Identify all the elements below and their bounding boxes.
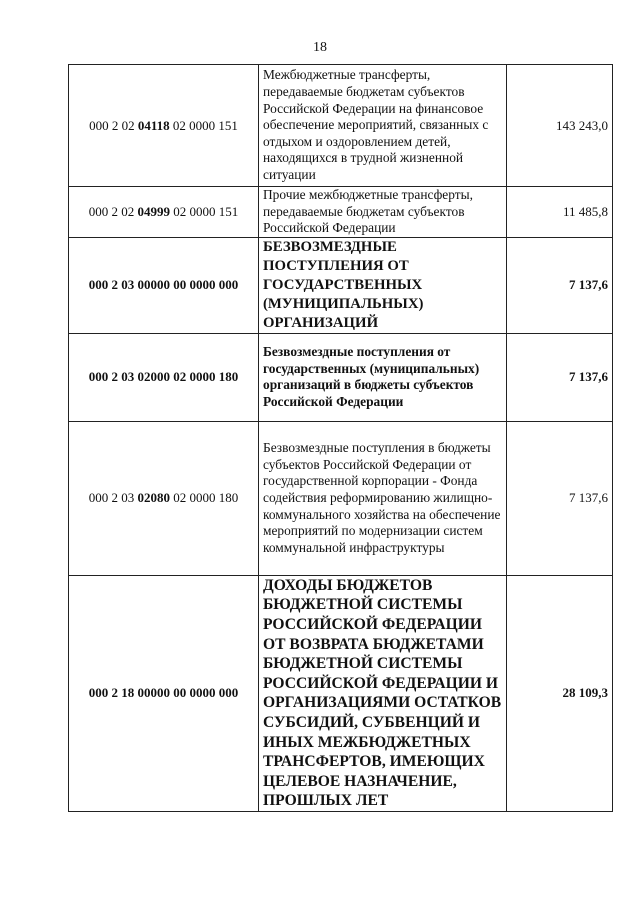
code-prefix: 000 2 02 — [88, 203, 138, 219]
amount-cell: 7 137,6 — [507, 333, 613, 421]
code-suffix: 02 0000 151 — [170, 203, 239, 219]
table-row — [69, 421, 613, 575]
code-prefix: 000 2 03 — [88, 490, 138, 506]
table-row — [69, 65, 613, 187]
revenue-name-cell: Прочие межбюджетные трансферты, передаваемые бюджетам субъектов Российской Федерации — [259, 187, 507, 238]
code-suffix: 02 0000 180 — [170, 490, 239, 506]
budget-code-cell: 000 2 18 00000 00 0000 000 — [69, 575, 259, 811]
table-row — [69, 333, 613, 421]
revenue-name-cell: Безвозмездные поступления от государственных (муниципальных) организаций в бюджеты субъектов Российской Федерации — [259, 333, 507, 421]
budget-code-cell: 000 2 03 02000 02 0000 180 — [69, 333, 259, 421]
code-highlight: 04118 — [137, 117, 170, 133]
table-row — [69, 237, 613, 333]
budget-revenue-table — [68, 64, 613, 812]
revenue-name-cell: БЕЗВОЗМЕЗДНЫЕ ПОСТУПЛЕНИЯ ОТ ГОСУДАРСТВЕННЫХ (МУНИЦИПАЛЬНЫХ) ОРГАНИЗАЦИЙ — [259, 237, 507, 333]
code-highlight: 04999 — [137, 203, 170, 219]
revenue-name-cell: ДОХОДЫ БЮДЖЕТОВ БЮДЖЕТНОЙ СИСТЕМЫ РОССИЙСКОЙ ФЕДЕРАЦИИ ОТ ВОЗВРАТА БЮДЖЕТАМИ БЮДЖЕТНОЙ СИСТЕМЫ РОССИЙСКОЙ ФЕДЕРАЦИИ И ОРГАНИЗАЦИЯМИ ОСТАТКОВ СУБСИДИЙ, СУБВЕНЦИЙ И ИНЫХ МЕЖБЮДЖЕТНЫХ ТРАНСФЕРТОВ, ИМЕЮЩИХ ЦЕЛЕВОЕ НАЗНАЧЕНИЕ, ПРОШЛЫХ ЛЕТ — [259, 575, 507, 811]
amount-cell: 143 243,0 — [507, 65, 613, 187]
amount-cell: 7 137,6 — [507, 237, 613, 333]
amount-cell: 7 137,6 — [507, 421, 613, 575]
revenue-name-cell: Межбюджетные трансферты, передаваемые бюджетам субъектов Российской Федерации на финансовое обеспечение мероприятий, связанных с отдыхом и оздоровлением детей, находящихся в трудной жизненной ситуации — [259, 65, 507, 187]
revenue-name-cell: Безвозмездные поступления в бюджеты субъектов Российской Федерации от государственной корпорации - Фонда содействия реформированию жилищно-коммунального хозяйства на обеспечение мероприятий по модернизации систем коммунальной инфраструктуры — [259, 421, 507, 575]
table-row — [69, 575, 613, 811]
page-number: 18 — [313, 40, 327, 55]
budget-code-cell — [69, 421, 259, 575]
code-highlight: 02080 — [137, 490, 170, 506]
table-row — [69, 187, 613, 238]
budget-code-cell: 000 2 03 00000 00 0000 000 — [69, 237, 259, 333]
budget-code-cell — [69, 187, 259, 238]
amount-cell: 11 485,8 — [507, 187, 613, 238]
code-suffix: 02 0000 151 — [169, 117, 238, 133]
amount-cell: 28 109,3 — [507, 575, 613, 811]
budget-code-cell — [69, 65, 259, 187]
code-prefix: 000 2 02 — [89, 117, 138, 133]
